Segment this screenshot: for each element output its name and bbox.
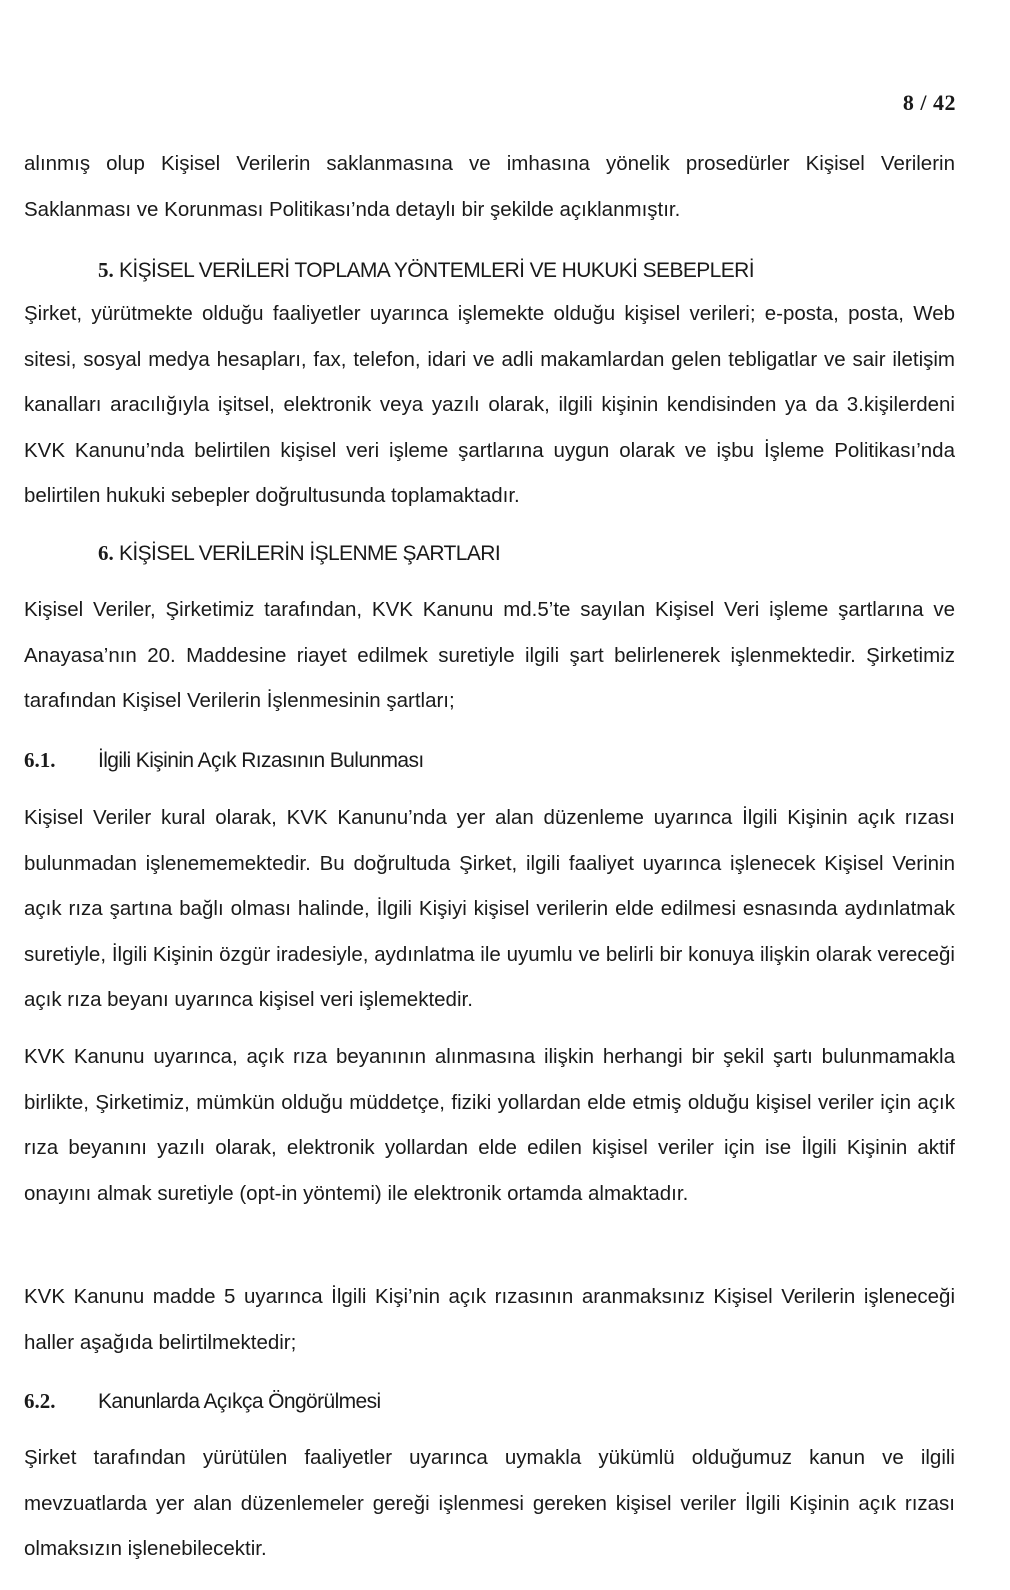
paragraph-legal-provision: Şirket tarafından yürütülen faaliyetler uyarınca uymakla yükümlü olduğumuz kanun ve ilgili mevzuatlarda yer alan düzenlemeler gereği işlenmesi gereken kişisel veriler İlgili Kişinin açık rızası olmaksızın işlenebilecektir. — [24, 1446, 955, 1560]
subsection-heading-6-1 — [24, 745, 424, 776]
section-heading-5 — [98, 255, 754, 286]
paragraph-consent-form: KVK Kanunu uyarınca, açık rıza beyanının alınmasına ilişkin herhangi bir şekil şartı bulunmamakla birlikte, Şirketimiz, mümkün olduğu müddetçe, fiziki yollardan elde etmiş olduğu kişisel veriler için açık rıza beyanını yazılı olarak, elektronik yollardan elde edilen kişisel veriler için ise İlgili Kişinin aktif onayını almak suretiyle (opt-in yöntemi) ile elektronik ortamda almaktadır. — [24, 1045, 955, 1205]
subsection-title: Kanunlarda Açıkça Öngörülmesi — [98, 1390, 381, 1413]
section-number: 5. — [98, 258, 114, 282]
paragraph-exceptions: KVK Kanunu madde 5 uyarınca İlgili Kişi’nin açık rızasının aranmaksınız Kişisel Verilerin işleneceği haller aşağıda belirtilmektedir; — [24, 1285, 955, 1354]
section-number: 6. — [98, 541, 114, 565]
section-title: KİŞİSEL VERİLERİN İŞLENME ŞARTLARI — [119, 542, 501, 565]
paragraph-collection-methods: Şirket, yürütmekte olduğu faaliyetler uyarınca işlemekte olduğu kişisel verileri; e-posta, posta, Web sitesi, sosyal medya hesapları, fax, telefon, idari ve adli makamlardan gelen tebligatlar ve sair iletişim kanalları aracılığıyla işitsel, elektronik veya yazılı olarak, ilgili kişinin kendisinden ya da 3.kişilerdeni KVK Kanunu’nda belirtilen kişisel veri işleme şartlarına uygun olarak ve işbu İşleme Politikası’nda belirtilen hukuki sebepler doğrultusunda toplamaktadır. — [24, 302, 955, 507]
section-title: KİŞİSEL VERİLERİ TOPLAMA YÖNTEMLERİ VE HUKUKİ SEBEPLERİ — [119, 259, 754, 282]
paragraph-processing-conditions: Kişisel Veriler, Şirketimiz tarafından, KVK Kanunu md.5’te sayılan Kişisel Veri işleme şartlarına ve Anayasa’nın 20. Maddesine riayet edilmek suretiyle ilgili şart belirlenerek işlenmektedir. Şirketimiz tarafından Kişisel Verilerin İşlenmesinin şartları; — [24, 598, 955, 712]
subsection-title: İlgili Kişinin Açık Rızasının Bulunması — [98, 749, 424, 772]
page-number: 8 / 42 — [902, 90, 956, 115]
subsection-number: 6.1. — [24, 748, 56, 772]
paragraph-retention-note: alınmış olup Kişisel Verilerin saklanmasına ve imhasına yönelik prosedürler Kişisel Verilerin Saklanması ve Korunması Politikası’nda detaylı bir şekilde açıklanmıştır. — [24, 152, 955, 221]
subsection-heading-6-2 — [24, 1386, 381, 1417]
paragraph-explicit-consent: Kişisel Veriler kural olarak, KVK Kanunu’nda yer alan düzenleme uyarınca İlgili Kişinin açık rızası bulunmadan işlenememektedir. Bu doğrultuda Şirket, ilgili faaliyet uyarınca işlenecek Kişisel Verinin açık rıza şartına bağlı olması halinde, İlgili Kişiyi kişisel verilerin elde edilmesi esnasında aydınlatmak suretiyle, İlgili Kişinin özgür iradesiyle, aydınlatma ile uyumlu ve belirli bir konuya ilişkin olarak vereceği açık rıza beyanı uyarınca kişisel veri işlemektedir. — [24, 806, 955, 1011]
subsection-number: 6.2. — [24, 1389, 56, 1413]
section-heading-6 — [98, 538, 500, 569]
